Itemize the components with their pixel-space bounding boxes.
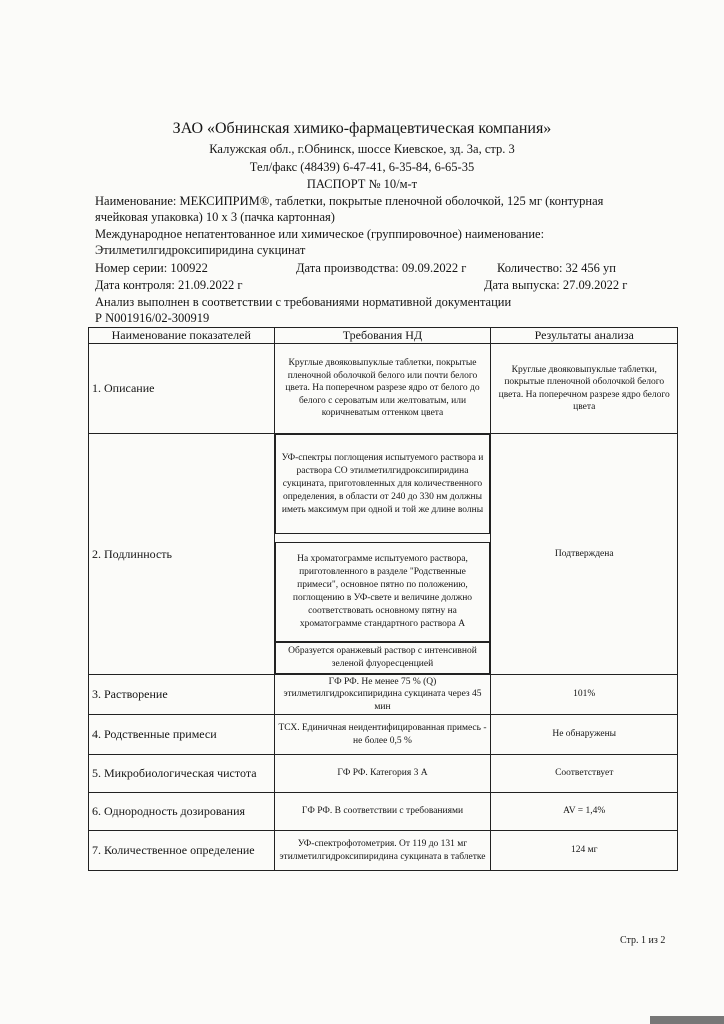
passport-title: ПАСПОРТ № 10/м-т: [306, 177, 418, 191]
row-name: 5. Микробиологическая чистота: [89, 755, 275, 793]
table-row: [89, 715, 678, 755]
table-row: [89, 344, 678, 434]
row-name: 4. Родственные примеси: [89, 715, 275, 755]
inn-value: Этилметилгидроксипиридина сукцинат: [95, 243, 306, 257]
product-name-line1: Наименование: МЕКСИПРИМ®, таблетки, покрытые пленочной оболочкой, 125 мг (контурная: [95, 194, 604, 208]
row-result: 101%: [491, 675, 678, 715]
header-cell: Требования НД: [274, 328, 491, 344]
row-result: Соответствует: [491, 755, 678, 793]
quantity: Количество: 32 456 уп: [497, 261, 616, 275]
row-result: Подтверждена: [491, 434, 678, 675]
company-address: Калужская обл., г.Обнинск, шоссе Киевское, зд. 3а, стр. 3: [209, 142, 515, 156]
table-row: [89, 755, 678, 793]
row-requirement: УФ-спектрофотометрия. От 119 до 131 мг этилметилгидроксипиридина сукцината в таблетке: [274, 831, 491, 871]
row-requirement: Образуется оранжевый раствор с интенсивной зеленой флуоресценцией: [275, 642, 491, 674]
row-result: Круглые двояковыпуклые таблетки, покрытые пленочной оболочкой белого цвета. На поперечном разрезе ядро белого цвета: [491, 344, 678, 434]
scan-edge-mark: [650, 1016, 724, 1024]
row-result: Не обнаружены: [491, 715, 678, 755]
product-name-line2: ячейковая упаковка) 10 х 3 (пачка картонная): [95, 210, 335, 224]
header-cell: Наименование показателей: [89, 328, 275, 344]
company-phone: Тел/факс (48439) 6-47-41, 6-35-84, 6-65-35: [249, 160, 475, 174]
requirement-group: [274, 434, 491, 675]
header-cell: Результаты анализа: [491, 328, 678, 344]
production-date: Дата производства: 09.09.2022 г: [296, 261, 467, 275]
row-requirement: ТСХ. Единичная неидентифицированная примесь - не более 0,5 %: [274, 715, 491, 755]
inn-label: Международное непатентованное или химическое (группировочное) наименование:: [95, 227, 545, 241]
company-name: ЗАО «Обнинская химико-фармацевтическая компания»: [172, 120, 552, 137]
row-result: AV = 1,4%: [491, 793, 678, 831]
analysis-table: [88, 327, 678, 871]
row-result: 124 мг: [491, 831, 678, 871]
table-header-row: [89, 328, 678, 344]
release-date: Дата выпуска: 27.09.2022 г: [484, 278, 628, 292]
control-date: Дата контроля: 21.09.2022 г: [95, 278, 243, 292]
row-requirement: ГФ РФ. В соответствии с требованиями: [274, 793, 491, 831]
row-requirement: ГФ РФ. Не менее 75 % (Q) этилметилгидроксипиридина сукцината через 45 мин: [274, 675, 491, 715]
registration-number: Р N001916/02-300919: [95, 311, 210, 325]
series-number: Номер серии: 100922: [95, 261, 208, 275]
row-requirement: Круглые двояковыпуклые таблетки, покрытые пленочной оболочкой белого или почти белого цвета. На поперечном разрезе ядро от белого до белого с сероватым или желтоватым, или коричневатым оттенком цвета: [274, 344, 491, 434]
row-requirement: На хроматограмме испытуемого раствора, приготовленного в разделе "Родственные примеси", основное пятно по положению, поглощению в УФ-свете и величине должно соответствовать основному пятну на хроматограмме стандартного раствора А: [275, 542, 491, 642]
table-row: [89, 793, 678, 831]
table-row: [89, 831, 678, 871]
row-name: 3. Растворение: [89, 675, 275, 715]
row-name: 2. Подлинность: [89, 434, 275, 675]
table-row: [89, 675, 678, 715]
analysis-statement: Анализ выполнен в соответствии с требованиями нормативной документации: [95, 295, 512, 309]
row-name: 1. Описание: [89, 344, 275, 434]
table-row: [89, 434, 678, 675]
row-requirement: ГФ РФ. Категория 3 А: [274, 755, 491, 793]
page-number: Стр. 1 из 2: [620, 935, 666, 946]
row-name: 7. Количественное определение: [89, 831, 275, 871]
row-requirement: УФ-спектры поглощения испытуемого раствора и раствора СО этилметилгидроксипиридина сукцината, приготовленных для количественного определения, в области от 240 до 330 нм должны иметь максимум при одной и той же длине волны: [275, 434, 491, 534]
row-name: 6. Однородность дозирования: [89, 793, 275, 831]
